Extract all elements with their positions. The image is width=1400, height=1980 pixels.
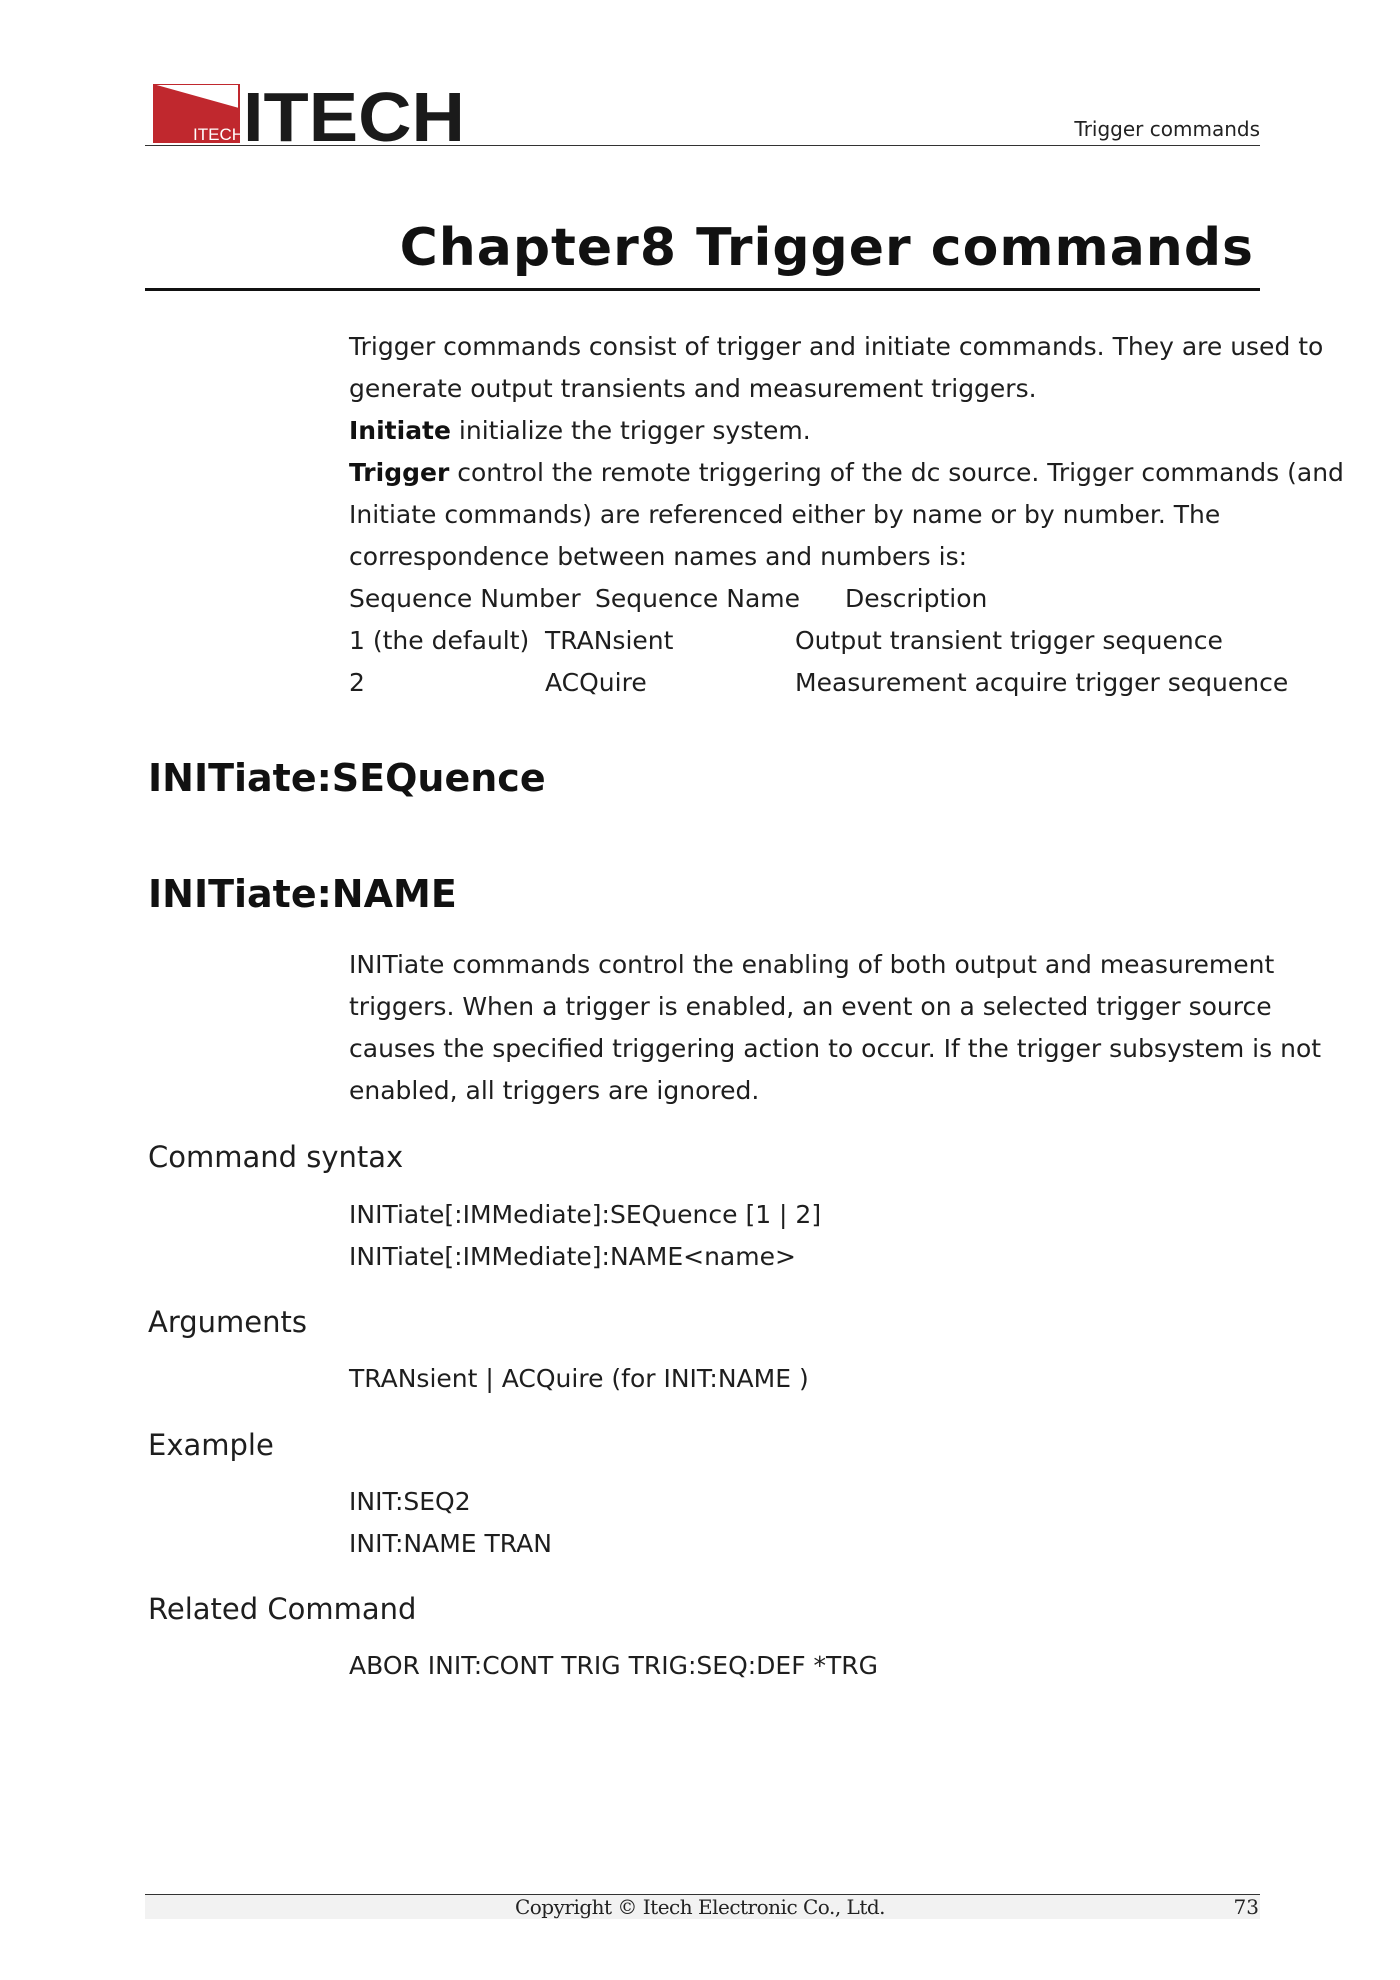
- cell-description: Measurement acquire trigger sequence: [795, 668, 1289, 697]
- col-description: Description: [845, 584, 988, 613]
- logo-wordmark: ITECH: [243, 84, 465, 143]
- arguments-heading: Arguments: [148, 1305, 307, 1339]
- cell-number: 1 (the default): [349, 626, 530, 655]
- heading-initiate-name: INITiate:NAME: [148, 872, 457, 916]
- running-head: Trigger commands: [1074, 117, 1260, 141]
- example-line-2: INIT:NAME TRAN: [349, 1529, 552, 1558]
- intro-line-7: correspondence between names and numbers is:: [349, 542, 968, 571]
- trigger-term: Trigger: [349, 458, 450, 487]
- col-sequence-name: Sequence Name: [595, 584, 801, 613]
- related-commands: ABOR INIT:CONT TRIG TRIG:SEQ:DEF *TRG: [349, 1651, 879, 1680]
- chapter-rule: [145, 288, 1260, 291]
- heading-initiate-sequence: INITiate:SEQuence: [148, 756, 546, 800]
- intro-line-6: Initiate commands) are referenced either by name or by number. The: [349, 500, 1221, 529]
- header-rule: [145, 145, 1260, 146]
- intro-line-2: generate output transients and measurement triggers.: [349, 374, 1037, 403]
- syntax-line-1: INITiate[:IMMediate]:SEQuence [1 | 2]: [349, 1200, 822, 1229]
- cell-name: TRANsient: [545, 626, 674, 655]
- example-heading: Example: [148, 1428, 274, 1462]
- description-line-2: triggers. When a trigger is enabled, an event on a selected trigger source: [349, 992, 1272, 1021]
- chapter-title: Chapter8 Trigger commands: [399, 218, 1254, 278]
- copyright: Copyright © Itech Electronic Co., Ltd.: [514, 1895, 886, 1919]
- logo-badge-text: ITECH: [193, 125, 244, 143]
- col-sequence-number: Sequence Number: [349, 584, 581, 613]
- description-line-1: INITiate commands control the enabling of both output and measurement: [349, 950, 1275, 979]
- table-row: [349, 620, 1269, 662]
- syntax-line-2: INITiate[:IMMediate]:NAME<name>: [349, 1242, 796, 1271]
- cell-number: 2: [349, 668, 365, 697]
- table-row: [349, 662, 1289, 704]
- intro-initiate: [349, 410, 811, 452]
- cell-name: ACQuire: [545, 668, 647, 697]
- sequence-table-header: [349, 578, 1269, 620]
- example-line-1: INIT:SEQ2: [349, 1487, 471, 1516]
- description-line-3: causes the specified triggering action to occur. If the trigger subsystem is not: [349, 1034, 1322, 1063]
- related-command-heading: Related Command: [148, 1592, 417, 1626]
- itech-logo: [153, 84, 465, 143]
- arguments-text: TRANsient | ACQuire (for INIT:NAME ): [349, 1364, 809, 1393]
- initiate-term: Initiate: [349, 416, 451, 445]
- trigger-desc: control the remote triggering of the dc source. Trigger commands (and: [449, 458, 1344, 487]
- command-syntax-heading: Command syntax: [148, 1140, 404, 1174]
- initiate-desc: initialize the trigger system.: [450, 416, 811, 445]
- intro-line-1: Trigger commands consist of trigger and initiate commands. They are used to: [349, 332, 1324, 361]
- description-line-4: enabled, all triggers are ignored.: [349, 1076, 760, 1105]
- intro-trigger: [349, 452, 1344, 494]
- cell-description: Output transient trigger sequence: [795, 626, 1223, 655]
- page-number: 73: [1233, 1895, 1259, 1919]
